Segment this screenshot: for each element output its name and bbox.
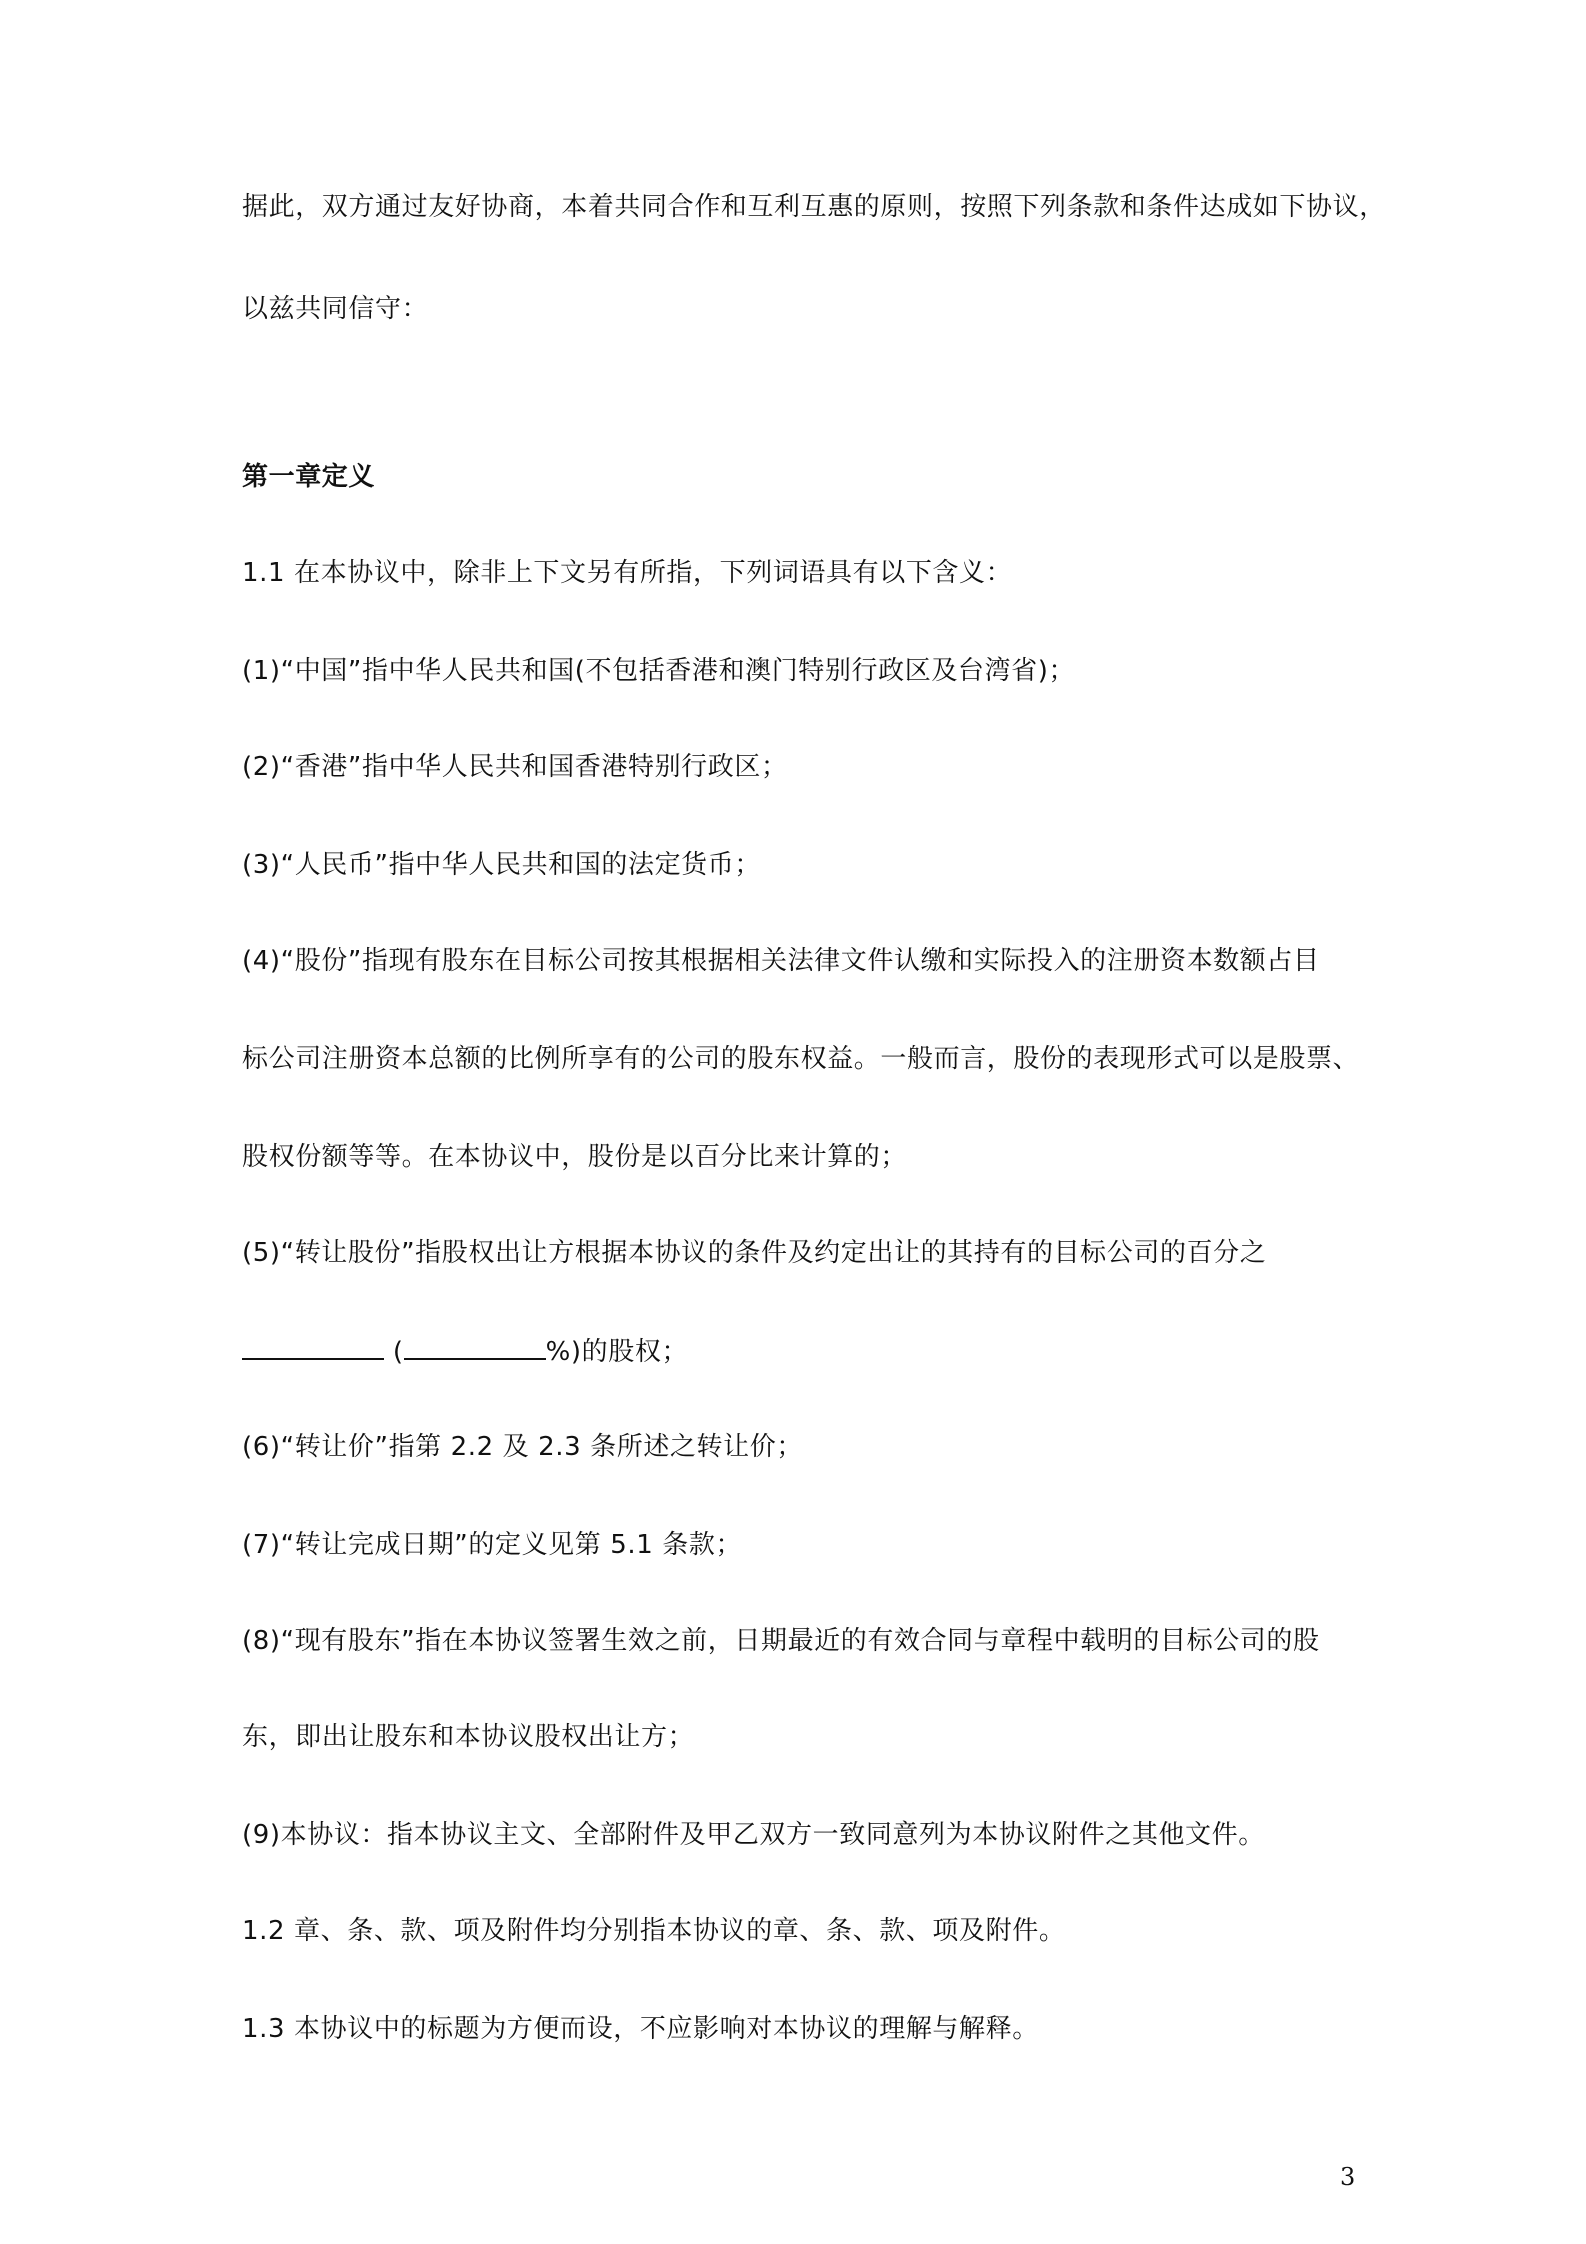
definition-6: (6)“转让价”指第 2.2 及 2.3 条所述之转让价； <box>242 1432 803 1462</box>
clause-1-1: 1.1 在本协议中，除非上下文另有所指，下列词语具有以下含义： <box>242 558 1013 588</box>
definition-3: (3)“人民币”指中华人民共和国的法定货币； <box>242 850 761 880</box>
definition-1: (1)“中国”指中华人民共和国(不包括香港和澳门特别行政区及台湾省)； <box>242 656 1076 686</box>
definition-5-line-1: (5)“转让股份”指股权出让方根据本协议的条件及约定出让的其持有的目标公司的百分之 <box>242 1238 1267 1268</box>
definition-5-line-2 <box>242 1334 688 1369</box>
definition-4-line-3: 股权份额等等。在本协议中，股份是以百分比来计算的； <box>242 1142 908 1172</box>
percent-suffix: %)的股权； <box>545 1337 689 1367</box>
definition-8-line-2: 东，即出让股东和本协议股权出让方； <box>242 1722 695 1752</box>
clause-1-3: 1.3 本协议中的标题为方便而设，不应影响对本协议的理解与解释。 <box>242 2014 1039 2044</box>
definition-8-line-1: (8)“现有股东”指在本协议签署生效之前，日期最近的有效合同与章程中载明的目标公司的股 <box>242 1626 1320 1656</box>
open-paren: ( <box>384 1337 404 1367</box>
definition-4-line-2: 标公司注册资本总额的比例所享有的公司的股东权益。一般而言，股份的表现形式可以是股票、 <box>242 1044 1360 1074</box>
definition-7: (7)“转让完成日期”的定义见第 5.1 条款； <box>242 1530 743 1560</box>
intro-line-1: 据此，双方通过友好协商，本着共同合作和互利互惠的原则，按照下列条款和条件达成如下协议， <box>242 192 1386 222</box>
blank-underline-percent <box>404 1334 546 1360</box>
clause-1-2: 1.2 章、条、款、项及附件均分别指本协议的章、条、款、项及附件。 <box>242 1916 1066 1946</box>
definition-9: (9)本协议：指本协议主文、全部附件及甲乙双方一致同意列为本协议附件之其他文件。 <box>242 1820 1265 1850</box>
page-number: 3 <box>1340 2163 1356 2191</box>
definition-2: (2)“香港”指中华人民共和国香港特别行政区； <box>242 752 788 782</box>
definition-4-line-1: (4)“股份”指现有股东在目标公司按其根据相关法律文件认缴和实际投入的注册资本数额占目 <box>242 946 1320 976</box>
intro-line-2: 以兹共同信守： <box>242 294 429 324</box>
chapter-title: 第一章定义 <box>242 462 376 492</box>
blank-underline <box>242 1334 384 1360</box>
